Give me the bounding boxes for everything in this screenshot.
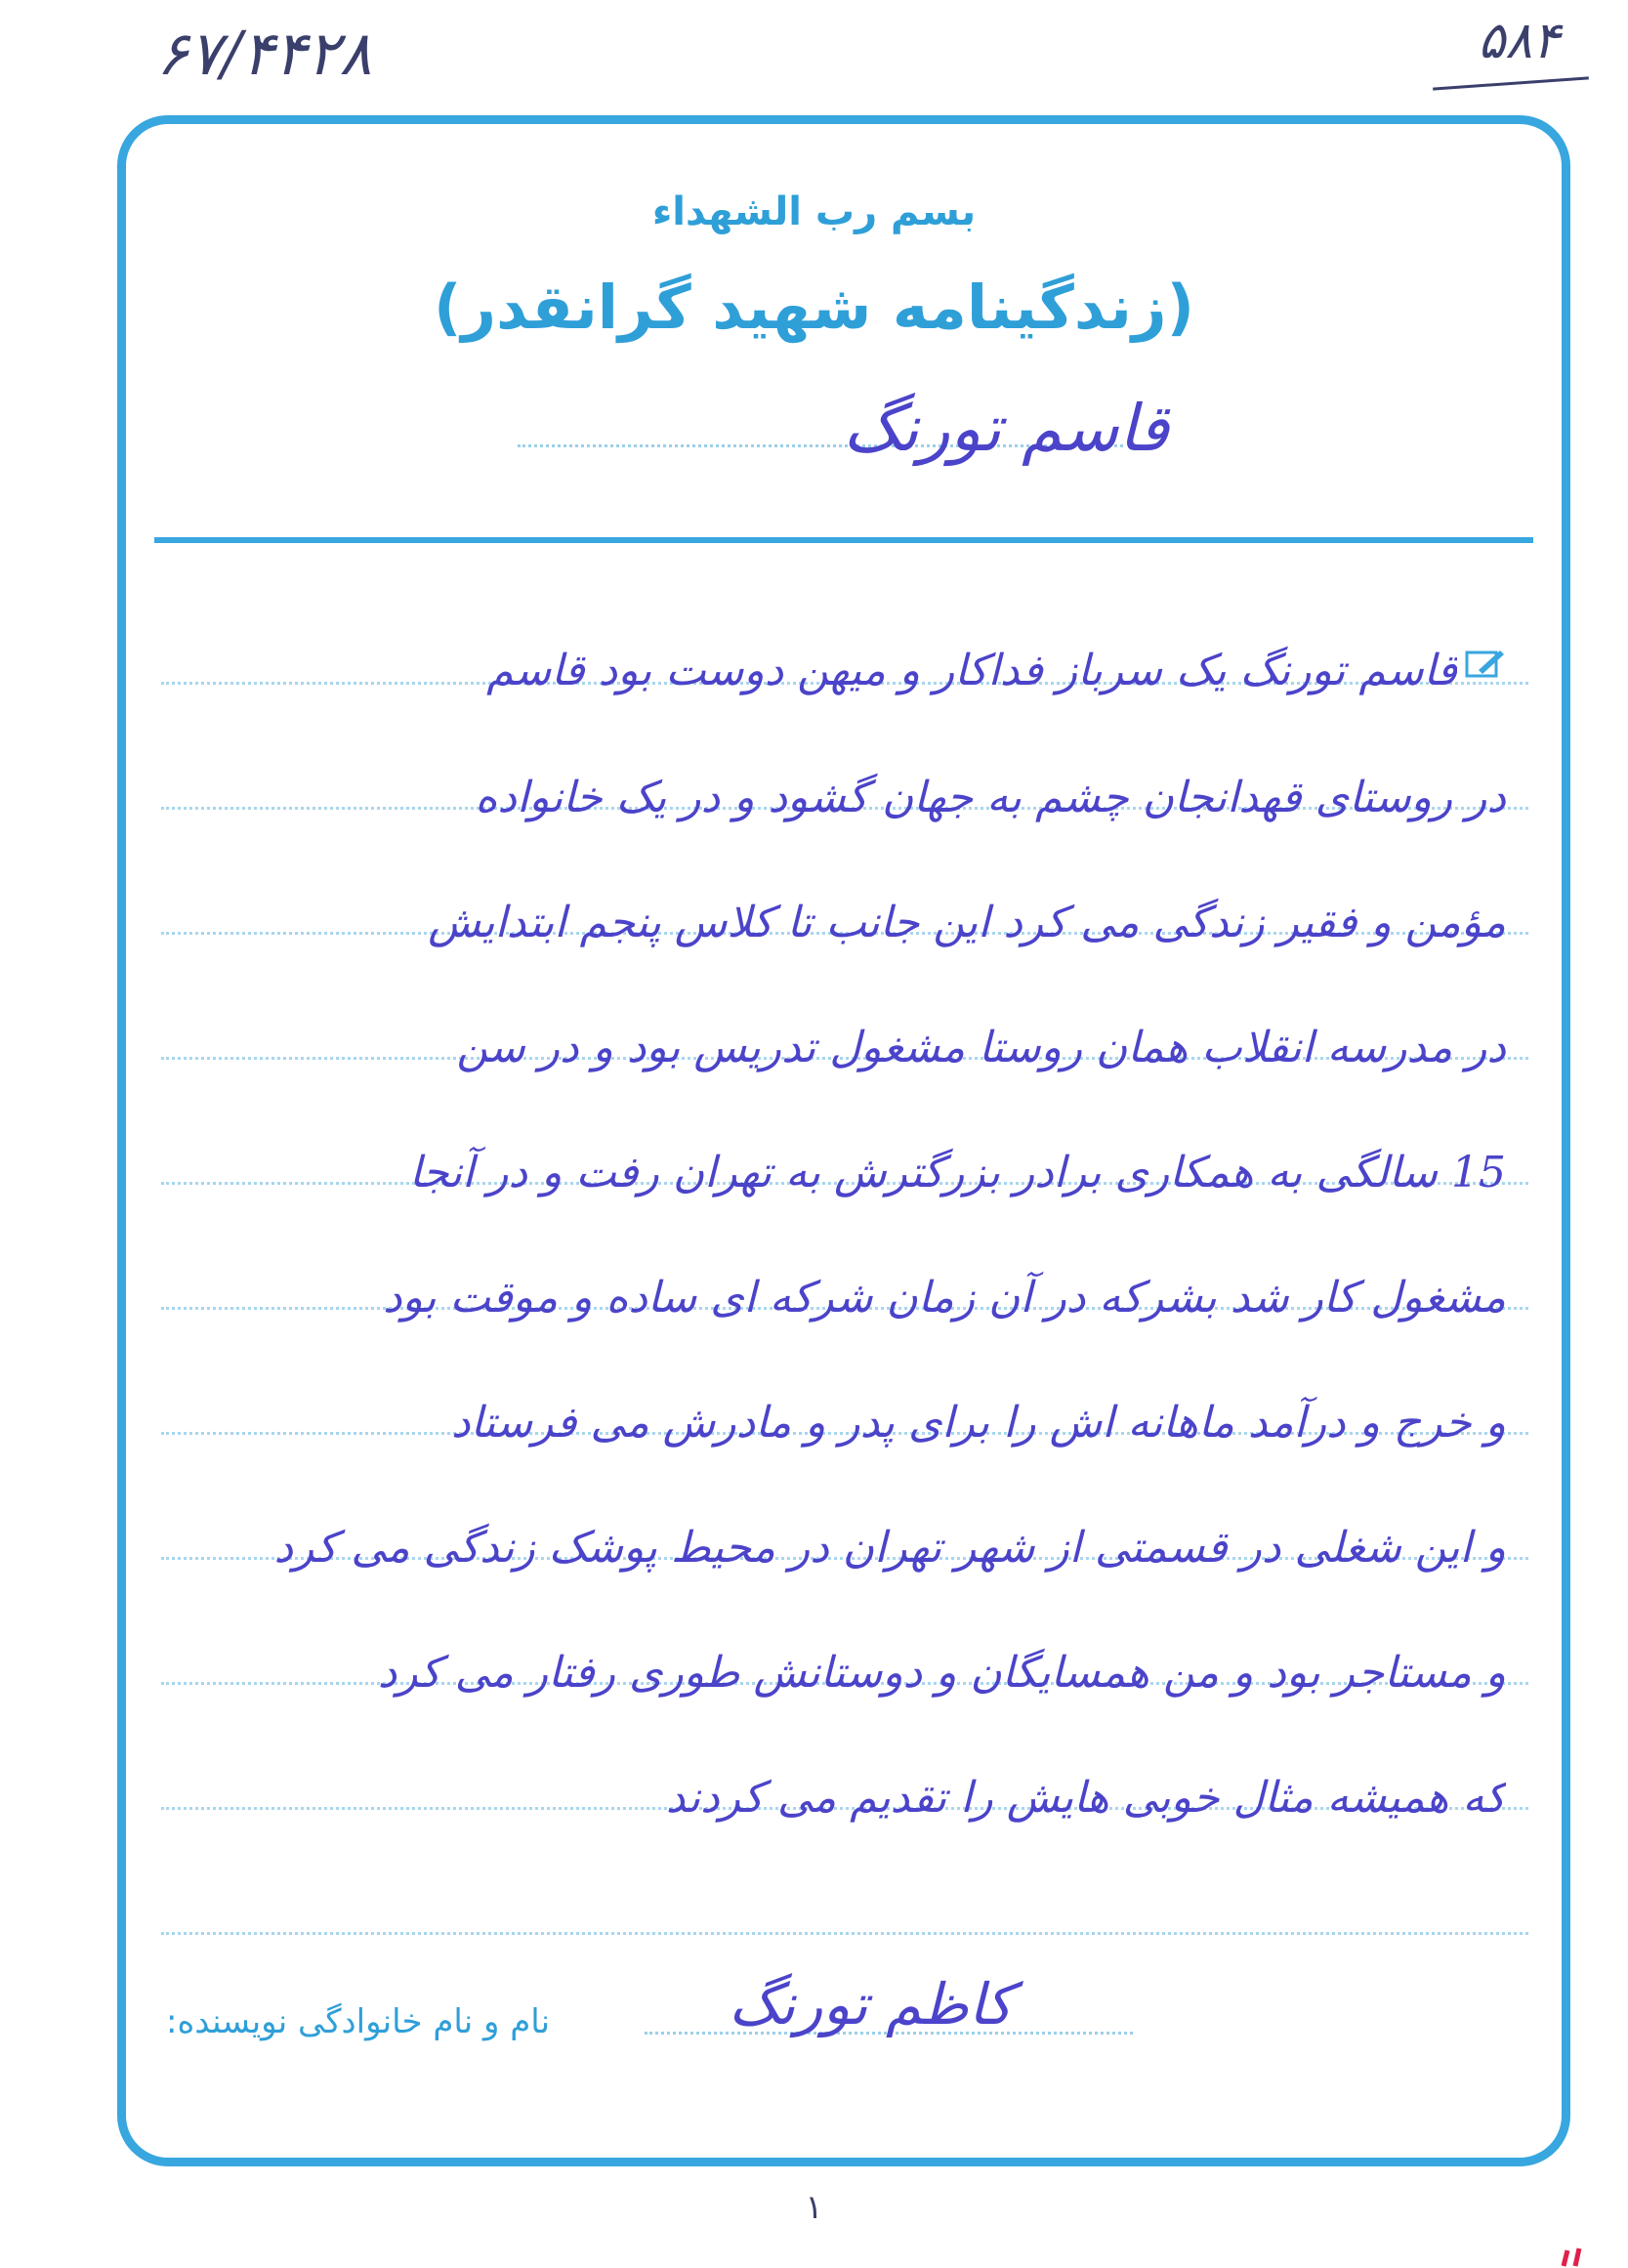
text-line: مؤمن و فقیر زندگی می کرد این جانب تا کلاس پنجم ابتدایش xyxy=(428,898,1506,947)
red-corner-mark xyxy=(1558,2245,1616,2268)
text-line: که همیشه مثال خوبی هایش را تقدیم می کردند xyxy=(665,1773,1506,1823)
text-line: در روستای قهدانجان چشم به جهان گشود و در یک خانواده xyxy=(475,773,1506,822)
martyr-name: قاسم تورنگ xyxy=(843,391,1169,466)
page-number: ۱ xyxy=(805,2188,823,2227)
author-name: کاظم تورنگ xyxy=(729,1971,1013,2037)
corner-code: ۵۸۴ xyxy=(1478,12,1560,70)
text-line: و این شغلی در قسمتی از شهر تهران در محیط پوشک زندگی می کرد xyxy=(273,1523,1506,1573)
text-line: در مدرسه انقلاب همان روستا مشغول تدریس بود و در سن xyxy=(456,1023,1506,1072)
ruled-line xyxy=(161,1932,1528,1935)
text-line: مشغول کار شد بشرکه در آن زمان شرکه ای ساده و موقت بود xyxy=(383,1273,1506,1323)
text-line: قاسم تورنگ یک سرباز فداکار و میهن دوست بود قاسم xyxy=(486,646,1457,695)
invocation-heading: بسم رب الشهداء xyxy=(651,189,977,234)
form-title: (زندگینامه شهید گرانقدر) xyxy=(434,272,1194,343)
text-line: و مستاجر بود و من همسایگان و دوستانش طوری رفتار می کرد xyxy=(377,1648,1506,1698)
archive-number: ۶۷/۴۴۲۸ xyxy=(156,18,372,89)
text-line: و خرج و درآمد ماهانه اش را برای پدر و مادرش می فرستاد xyxy=(450,1398,1506,1448)
author-label: نام و نام خانوادگی نویسنده: xyxy=(166,2002,551,2041)
text-line: 15 سالگی به همکاری برادر بزرگترش به تهران رفت و در آنجا xyxy=(409,1148,1506,1197)
